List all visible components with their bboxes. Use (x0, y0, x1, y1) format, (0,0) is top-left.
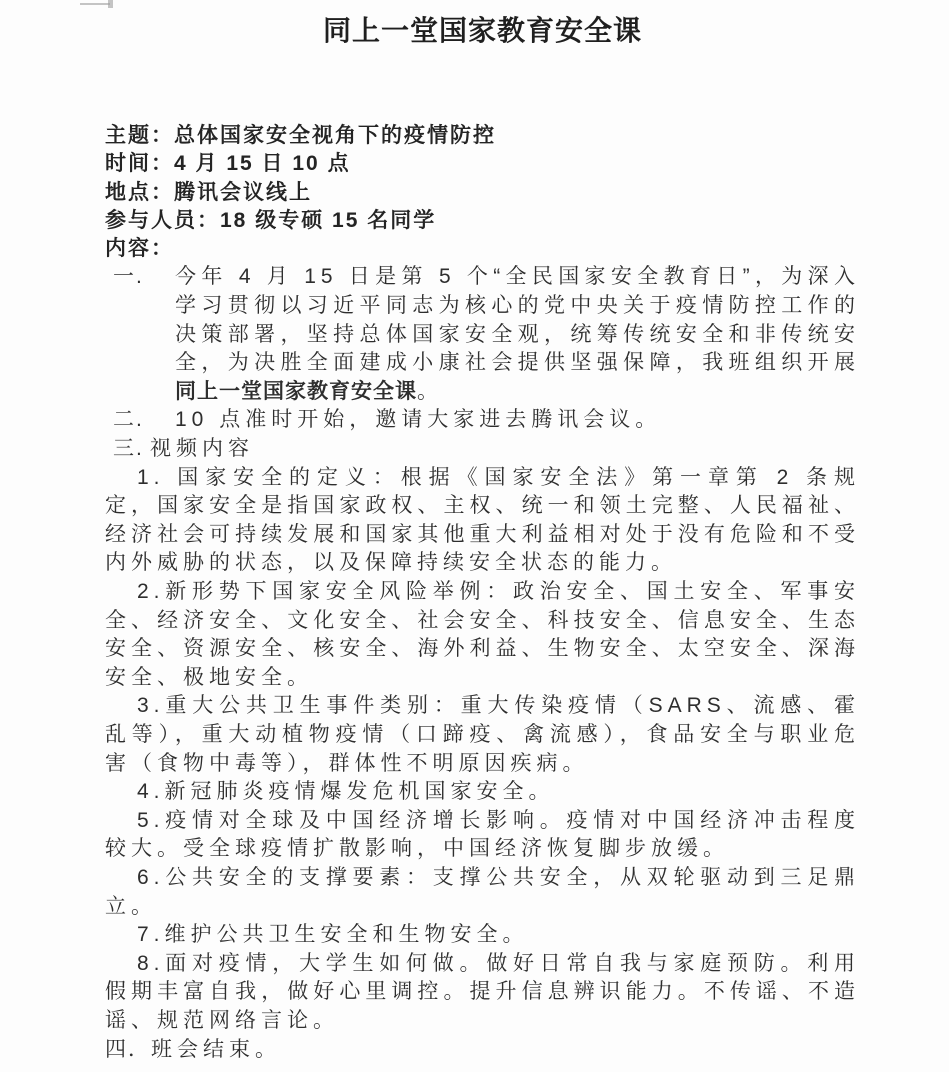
section-two-text: 10 点准时开始，邀请大家进去腾讯会议。 (175, 408, 662, 432)
meta-block (105, 122, 860, 263)
video-point-3: 3.重大公共卫生事件类别：重大传染疫情（SARS、流感、霍乱等），重大动植物疫情（口蹄疫、禽流感），食品安全与职业危害（食物中毒等），群体性不明原因疾病。 (105, 694, 860, 775)
section-three-text: 视频内容 (150, 437, 254, 461)
section-two-marker: 二. (113, 408, 144, 432)
video-point-7: 7.维护公共卫生安全和生物安全。 (137, 923, 529, 947)
video-point-8: 8.面对疫情，大学生如何做。做好日常自我与家庭预防。利用假期丰富自我，做好心里调控。提升信息辨识能力。不传谣、不造谣、规范网络言论。 (105, 951, 860, 1032)
video-point-4: 4.新冠肺炎疫情爆发危机国家安全。 (137, 780, 555, 804)
meta-line-topic (105, 122, 860, 150)
scan-artifact-mark (108, 0, 113, 8)
meta-value-topic: 总体国家安全视角下的疫情防控 (174, 124, 496, 147)
meta-value-time: 4 月 15 日 10 点 (174, 152, 351, 176)
meta-line-location (105, 179, 860, 207)
meta-line-content (105, 235, 860, 263)
meta-label-participants: 参与人员： (105, 208, 220, 232)
meta-label-time: 时间： (105, 152, 174, 176)
meta-value-participants: 18 级专硕 15 名同学 (220, 208, 437, 232)
section-three-marker: 三. (113, 437, 144, 461)
section-two (105, 406, 860, 435)
meta-label-topic: 主题： (105, 124, 174, 147)
meta-label-location: 地点： (105, 180, 174, 204)
meta-value-location: 腾讯会议线上 (174, 180, 312, 204)
video-point-5: 5.疫情对全球及中国经济增长影响。疫情对中国经济冲击程度较大。受全球疫情扩散影响，中国经济恢复脚步放缓。 (105, 808, 860, 861)
section-four (105, 1036, 860, 1065)
section-four-text: 班会结束。 (151, 1037, 281, 1061)
section-one-marker: 一. (113, 265, 144, 289)
content-body (105, 263, 860, 1064)
page-title: 同上一堂国家教育安全课 (322, 15, 642, 46)
meta-line-time (105, 150, 860, 178)
section-one-text-after: 。 (417, 379, 443, 403)
video-point-1: 1. 国家安全的定义：根据《国家安全法》第一章第 2 条规定，国家安全是指国家政权、主权、统一和领土完整、人民福祉、经济社会可持续发展和国家其他重大利益相对处于没有危险和不受内外威胁的状态，以及保障持续安全状态的能力。 (105, 465, 860, 575)
section-three (105, 435, 860, 464)
section-one-text (175, 263, 860, 406)
video-point-2: 2.新形势下国家安全风险举例：政治安全、国土安全、军事安全、经济安全、文化安全、社会安全、科技安全、信息安全、生态安全、资源安全、核安全、海外利益、生物安全、太空安全、深海安全、极地安全。 (105, 580, 860, 689)
section-one (105, 263, 860, 406)
meta-label-content: 内容： (105, 237, 174, 261)
video-point-6: 6.公共安全的支撑要素：支撑公共安全，从双轮驱动到三足鼎立。 (105, 865, 860, 918)
scan-artifact-line (80, 3, 110, 5)
section-one-text-before: 今年 4 月 15 日是第 5 个“全民国家安全教育日”，为深入学习贯彻以习近平同志为核心的党中央关于疫情防控工作的决策部署，坚持总体国家安全观，统筹传统安全和非传统安全，为决胜全面建成小康社会提供坚强保障，我班组织开展 (175, 265, 860, 375)
section-four-marker: 四． (105, 1037, 151, 1061)
meta-line-participants (105, 207, 860, 235)
section-one-bold-phrase: 同上一堂国家教育安全课 (175, 379, 417, 403)
